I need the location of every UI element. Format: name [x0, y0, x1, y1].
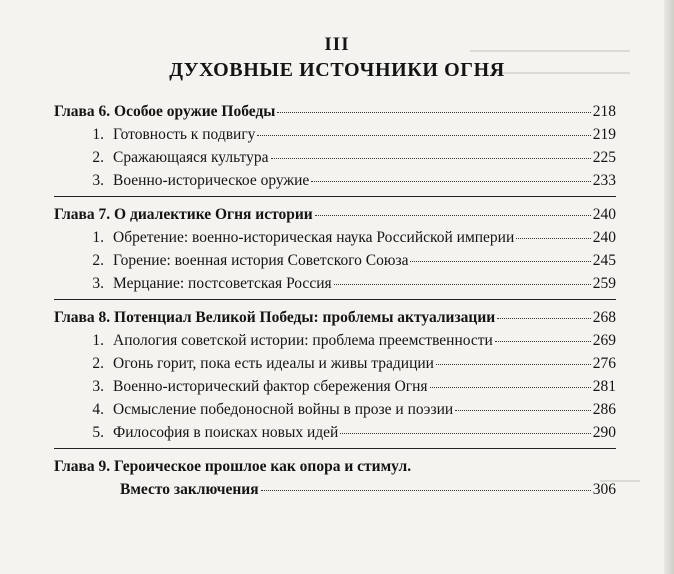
leader-dots	[455, 409, 591, 411]
chapter-title: Глава 9. Героическое прошлое как опора и стимул.	[54, 458, 412, 475]
part-title: ДУХОВНЫЕ ИСТОЧНИКИ ОГНЯ	[169, 59, 505, 81]
section-title: Сражающаяся культура	[113, 149, 269, 166]
section-entry[interactable]	[54, 352, 616, 375]
page-number: 281	[592, 378, 616, 395]
section-number: 3.	[92, 378, 104, 395]
section-title: Осмысление победоносной войны в прозе и поэзии	[113, 401, 454, 418]
page-edge	[664, 0, 674, 574]
section-number: 1.	[92, 332, 104, 349]
page-number: 218	[592, 103, 616, 120]
chapter-divider	[54, 196, 616, 197]
chapter-title: Глава 8. Потенциал Великой Победы: проблемы актуализации	[54, 309, 496, 326]
chapter-6-entry[interactable]	[54, 100, 616, 123]
leader-dots	[315, 214, 591, 216]
page-number: 245	[592, 252, 616, 269]
section-title: Мерцание: постсоветская Россия	[113, 275, 332, 292]
chapter-7-entry[interactable]	[54, 203, 616, 226]
leader-dots	[334, 283, 591, 285]
chapter-8-entry[interactable]	[54, 306, 616, 329]
leader-dots	[497, 317, 591, 319]
section-title: Готовность к подвигу	[113, 126, 256, 143]
section-number: 3.	[92, 275, 104, 292]
page-number: 240	[592, 206, 616, 223]
section-number: 1.	[92, 126, 104, 143]
page-number: 306	[592, 481, 616, 498]
page-number: 268	[592, 309, 616, 326]
section-entry[interactable]	[54, 272, 616, 295]
page-number: 240	[592, 229, 616, 246]
section-entry[interactable]	[54, 146, 616, 169]
section-entry[interactable]	[54, 375, 616, 398]
leader-dots	[340, 432, 590, 434]
section-number: 4.	[92, 401, 104, 418]
section-entry[interactable]	[54, 226, 616, 249]
section-title: Военно-исторический фактор сбережения Огня	[113, 378, 428, 395]
section-number: 2.	[92, 252, 104, 269]
section-title: Военно-историческое оружие	[113, 172, 310, 189]
page-number: 233	[592, 172, 616, 189]
chapter-9-entry[interactable]	[54, 455, 616, 478]
chapter-title: Глава 6. Особое оружие Победы	[54, 103, 276, 120]
section-title: Горение: военная история Советского Союза	[113, 252, 409, 269]
page-number: 219	[592, 126, 616, 143]
section-entry[interactable]	[54, 421, 616, 444]
section-entry[interactable]	[54, 169, 616, 192]
page-number: 276	[592, 355, 616, 372]
section-entry[interactable]	[54, 398, 616, 421]
table-of-contents	[54, 100, 616, 501]
section-title: Обретение: военно-историческая наука Российской империи	[113, 229, 515, 246]
leader-dots	[430, 386, 591, 388]
part-number: III	[324, 34, 350, 55]
page-number: 290	[592, 424, 616, 441]
section-entry[interactable]	[54, 123, 616, 146]
leader-dots	[271, 157, 591, 159]
chapter-9-continuation[interactable]	[54, 478, 616, 501]
section-number: 5.	[92, 424, 104, 441]
page-number: 286	[592, 401, 616, 418]
chapter-title: Глава 7. О диалектике Огня истории	[54, 206, 313, 223]
chapter-divider	[54, 299, 616, 300]
section-title: Огонь горит, пока есть идеалы и живы традиции	[113, 355, 434, 372]
page-number: 259	[592, 275, 616, 292]
leader-dots	[410, 260, 590, 262]
leader-dots	[257, 134, 590, 136]
leader-dots	[277, 111, 590, 113]
page-number: 269	[592, 332, 616, 349]
leader-dots	[495, 340, 591, 342]
chapter-title-continuation: Вместо заключения	[120, 481, 259, 498]
section-number: 1.	[92, 229, 104, 246]
leader-dots	[436, 363, 591, 365]
section-number: 3.	[92, 172, 104, 189]
leader-dots	[311, 180, 590, 182]
chapter-divider	[54, 448, 616, 449]
section-title: Философия в поисках новых идей	[113, 424, 339, 441]
section-entry[interactable]	[54, 329, 616, 352]
leader-dots	[261, 489, 591, 491]
section-entry[interactable]	[54, 249, 616, 272]
section-number: 2.	[92, 355, 104, 372]
page-number: 225	[592, 149, 616, 166]
section-title: Апология советской истории: проблема преемственности	[113, 332, 493, 349]
leader-dots	[516, 237, 590, 239]
section-number: 2.	[92, 149, 104, 166]
